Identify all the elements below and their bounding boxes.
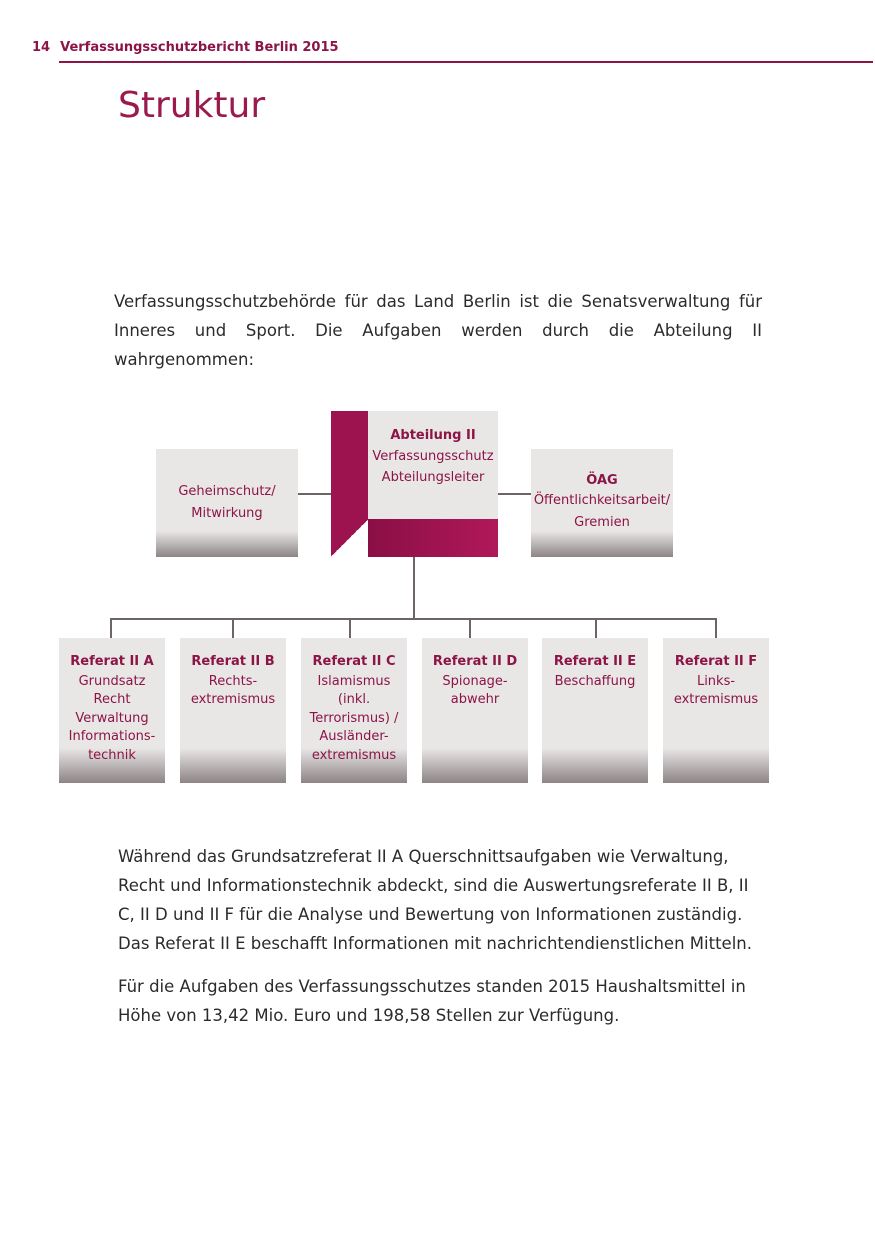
department-head-box	[331, 411, 498, 557]
connector-drop-b	[232, 618, 234, 638]
running-title: Verfassungsschutzbericht Berlin 2015	[60, 40, 339, 55]
connector-drop-c	[349, 618, 351, 638]
referat-text: Spionage- abwehr	[442, 673, 508, 707]
referat-text: Islamismus (inkl. Terrorismus) / Ausländer- extremismus	[309, 673, 399, 763]
referat-title: Referat II E	[553, 654, 637, 669]
staff-box-oeag	[531, 449, 673, 557]
head-box-bottom-band	[368, 519, 498, 557]
referat-box-c	[301, 638, 407, 783]
connector-trunk	[413, 557, 415, 619]
staff-box-title: ÖAG	[586, 472, 618, 488]
connector-drop-d	[469, 618, 471, 638]
connector-right-staff	[498, 493, 531, 495]
head-box-accent-band	[331, 411, 368, 519]
connector-bus	[110, 618, 717, 620]
body-paragraph: Für die Aufgaben des Verfassungsschutzes standen 2015 Haushaltsmittel in Höhe von 13,42 Mio. Euro und 198,58 Stellen zur Verfügung.	[118, 977, 746, 1025]
intro-paragraph: Verfassungsschutzbehörde für das Land Berlin ist die Senatsverwaltung für Inneres und Sport. Die Aufgaben werden durch die Abteilung II wahrgenommen:	[114, 292, 762, 369]
head-box-line2: Abteilungsleiter	[381, 470, 485, 485]
referat-title: Referat II C	[312, 654, 396, 669]
connector-drop-a	[110, 618, 112, 638]
head-box-text	[368, 425, 498, 488]
head-box-title: Abteilung II	[390, 428, 476, 443]
staff-box-text: Öffentlichkeitsarbeit/ Gremien	[533, 493, 671, 531]
section-title: Struktur	[118, 85, 266, 126]
referat-box-d	[422, 638, 528, 783]
connector-drop-f	[715, 618, 717, 638]
connector-left-staff	[298, 493, 331, 495]
referat-box-b	[180, 638, 286, 783]
referat-text: Beschaffung	[554, 673, 636, 689]
referat-title: Referat II D	[432, 654, 518, 669]
referat-text: Links- extremismus	[673, 673, 759, 707]
referat-title: Referat II B	[191, 654, 275, 669]
body-paragraph: Während das Grundsatzreferat II A Querschnittsaufgaben wie Verwaltung, Recht und Informationstechnik abdeckt, sind die Auswertungsreferate II B, II C, II D und II F für die Analyse und Bewertung von Informationen zuständig. Das Referat II E beschafft Informationen mit nachrichtendienstlichen Mitteln.	[118, 847, 752, 953]
staff-box-text: Geheimschutz/ Mitwirkung	[178, 484, 276, 521]
referat-box-e	[542, 638, 648, 783]
referat-text: Rechts- extremismus	[190, 673, 276, 707]
referat-text: Grundsatz Recht Verwaltung Informations- technik	[68, 673, 156, 763]
referat-box-f	[663, 638, 769, 783]
referat-box-a	[59, 638, 165, 783]
head-box-fold	[331, 519, 368, 557]
page-number: 14	[32, 40, 51, 55]
referat-title: Referat II A	[70, 654, 154, 669]
referat-title: Referat II F	[674, 654, 758, 669]
head-box-line1: Verfassungsschutz	[372, 449, 494, 464]
connector-drop-e	[595, 618, 597, 638]
staff-box-geheimschutz	[156, 449, 298, 557]
